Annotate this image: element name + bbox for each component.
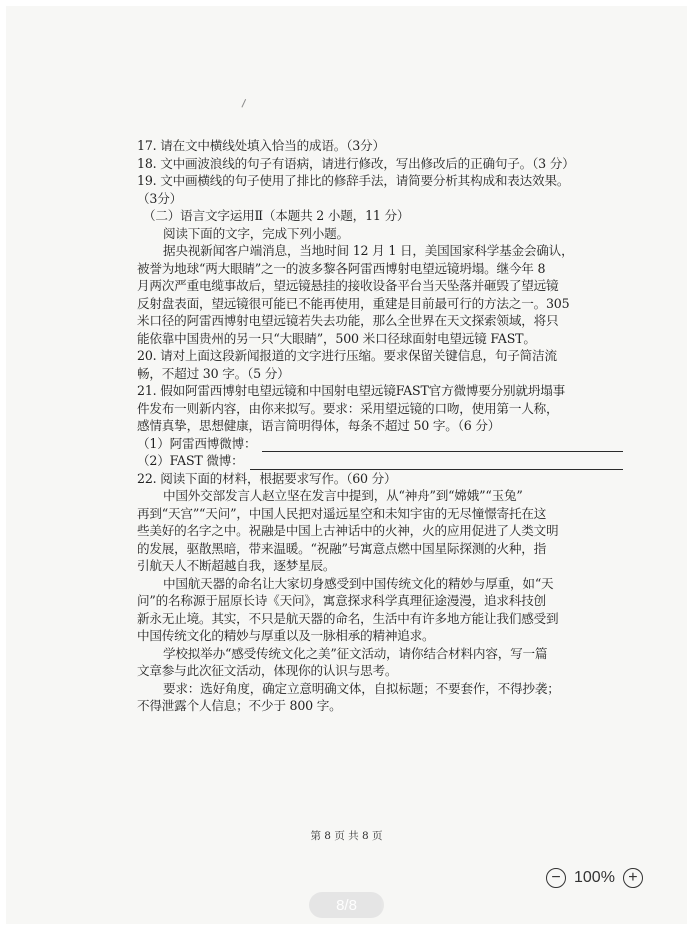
answer-line	[262, 439, 623, 452]
instruction: 阅读下面的文字，完成下列小题。	[163, 225, 349, 241]
question-19-score: （3分）	[137, 190, 182, 206]
passage-line: 能依靠中国贵州的另一只“大眼睛”，500 米口径球面射电望远镜 FAST。	[137, 330, 536, 346]
passage-line: 据央视新闻客户端消息，当地时间 12 月 1 日，美国国家科学基金会确认，	[163, 243, 574, 258]
page-indicator: 8/8	[309, 892, 384, 918]
passage-line: 反射盘表面，望远镜很可能已不能再使用，重建是目前最可行的方法之一。305	[137, 295, 570, 311]
material-line: 中国航天器的命名让大家切身感受到中国传统文化的精妙与厚重，如“天	[163, 575, 554, 591]
task-line: 文章参与此次征文活动，体现你的认识与思考。	[137, 663, 398, 678]
scan-mark	[241, 99, 251, 110]
question-21-cont: 感情真挚，思想健康，语言简明得体，每条不超过 50 字。（6 分）	[137, 418, 501, 433]
page-footer: 第 8 页 共 8 页	[310, 830, 383, 842]
question-20-cont: 畅，不超过 30 字。（5 分）	[137, 365, 290, 381]
question-21-cont: 件发布一则新内容，由你来拟写。要求：采用望远镜的口吻，使用第一人称，	[137, 400, 559, 416]
material-line: 些美好的名字之中。祝融是中国上古神话中的火神，火的应用促进了人类文明	[137, 523, 559, 538]
material-line: 中国外交部发言人赵立坚在发言中提到，从“神舟”到“嫦娥”“玉兔”	[163, 488, 523, 503]
passage-line: 月两次严重电缆事故后，望远镜悬挂的接收设备平台当天坠落并砸毁了望远镜	[137, 278, 559, 293]
passage-line: 被誉为地球“两大眼睛”之一的波多黎各阿雷西博射电望远镜坍塌。继今年 8	[137, 260, 546, 276]
zoom-controls	[546, 865, 643, 891]
question-19: 19. 文中画横线的句子使用了排比的修辞手法，请简要分析其构成和表达效果。	[137, 173, 570, 188]
answer-field-label: （2）FAST 微博：	[137, 453, 244, 468]
document-page	[6, 6, 687, 924]
question-17: 17. 请在文中横线处填入恰当的成语。（3分）	[137, 138, 385, 153]
material-line: 中国传统文化的精妙与厚重以及一脉相承的精神追求。	[137, 628, 435, 643]
material-line: 再到“天宫”“天问”，中国人民把对遥远星空和未知宇宙的无尽憧憬寄托在这	[137, 505, 547, 521]
task-line: 学校拟举办“感受传统文化之美”征文活动，请你结合材料内容，写一篇	[163, 645, 548, 661]
requirement-line: 不得泄露个人信息；不少于 800 字。	[137, 698, 342, 713]
requirement-line: 要求：选好角度，确定立意明确文体，自拟标题；不要套作，不得抄袭；	[163, 680, 560, 696]
question-22: 22. 阅读下面的材料，根据要求写作。（60 分）	[137, 470, 397, 486]
question-18: 18. 文中画波浪线的句子有语病，请进行修改，写出修改后的正确句子。（3 分）	[137, 155, 575, 171]
section-heading: （二）语言文字运用Ⅱ（本题共 2 小题，11 分）	[143, 208, 410, 223]
answer-field-2	[137, 452, 623, 470]
zoom-in-icon[interactable]: +	[623, 868, 643, 888]
question-21: 21. 假如阿雷西博射电望远镜和中国射电望远镜FAST官方微博要分别就坍塌事	[137, 383, 566, 398]
material-line: 问”的名称源于屈原长诗《天问》，寓意探求科学真理征途漫漫，追求科技创	[137, 593, 546, 608]
question-20: 20. 请对上面这段新闻报道的文字进行压缩。要求保留关键信息，句子简洁流	[137, 348, 557, 363]
answer-field-label: （1）阿雷西博微博：	[137, 435, 257, 451]
zoom-level: 100%	[574, 869, 615, 886]
answer-field-1	[137, 435, 623, 453]
material-line: 的发展，驱散黑暗，带来温暖。“祝融”号寓意点燃中国星际探测的火种，指	[137, 540, 547, 556]
answer-line	[250, 457, 623, 470]
passage-line: 米口径的阿雷西博射电望远镜若失去功能，那么全世界在天文探索领域，将只	[137, 313, 559, 328]
zoom-out-icon[interactable]: −	[546, 868, 566, 888]
material-line: 新永无止境。其实，不只是航天器的命名，生活中有许多地方能让我们感受到	[137, 610, 559, 626]
material-line: 引航天人不断超越自我，逐梦星辰。	[137, 558, 336, 573]
page-content	[137, 137, 623, 715]
